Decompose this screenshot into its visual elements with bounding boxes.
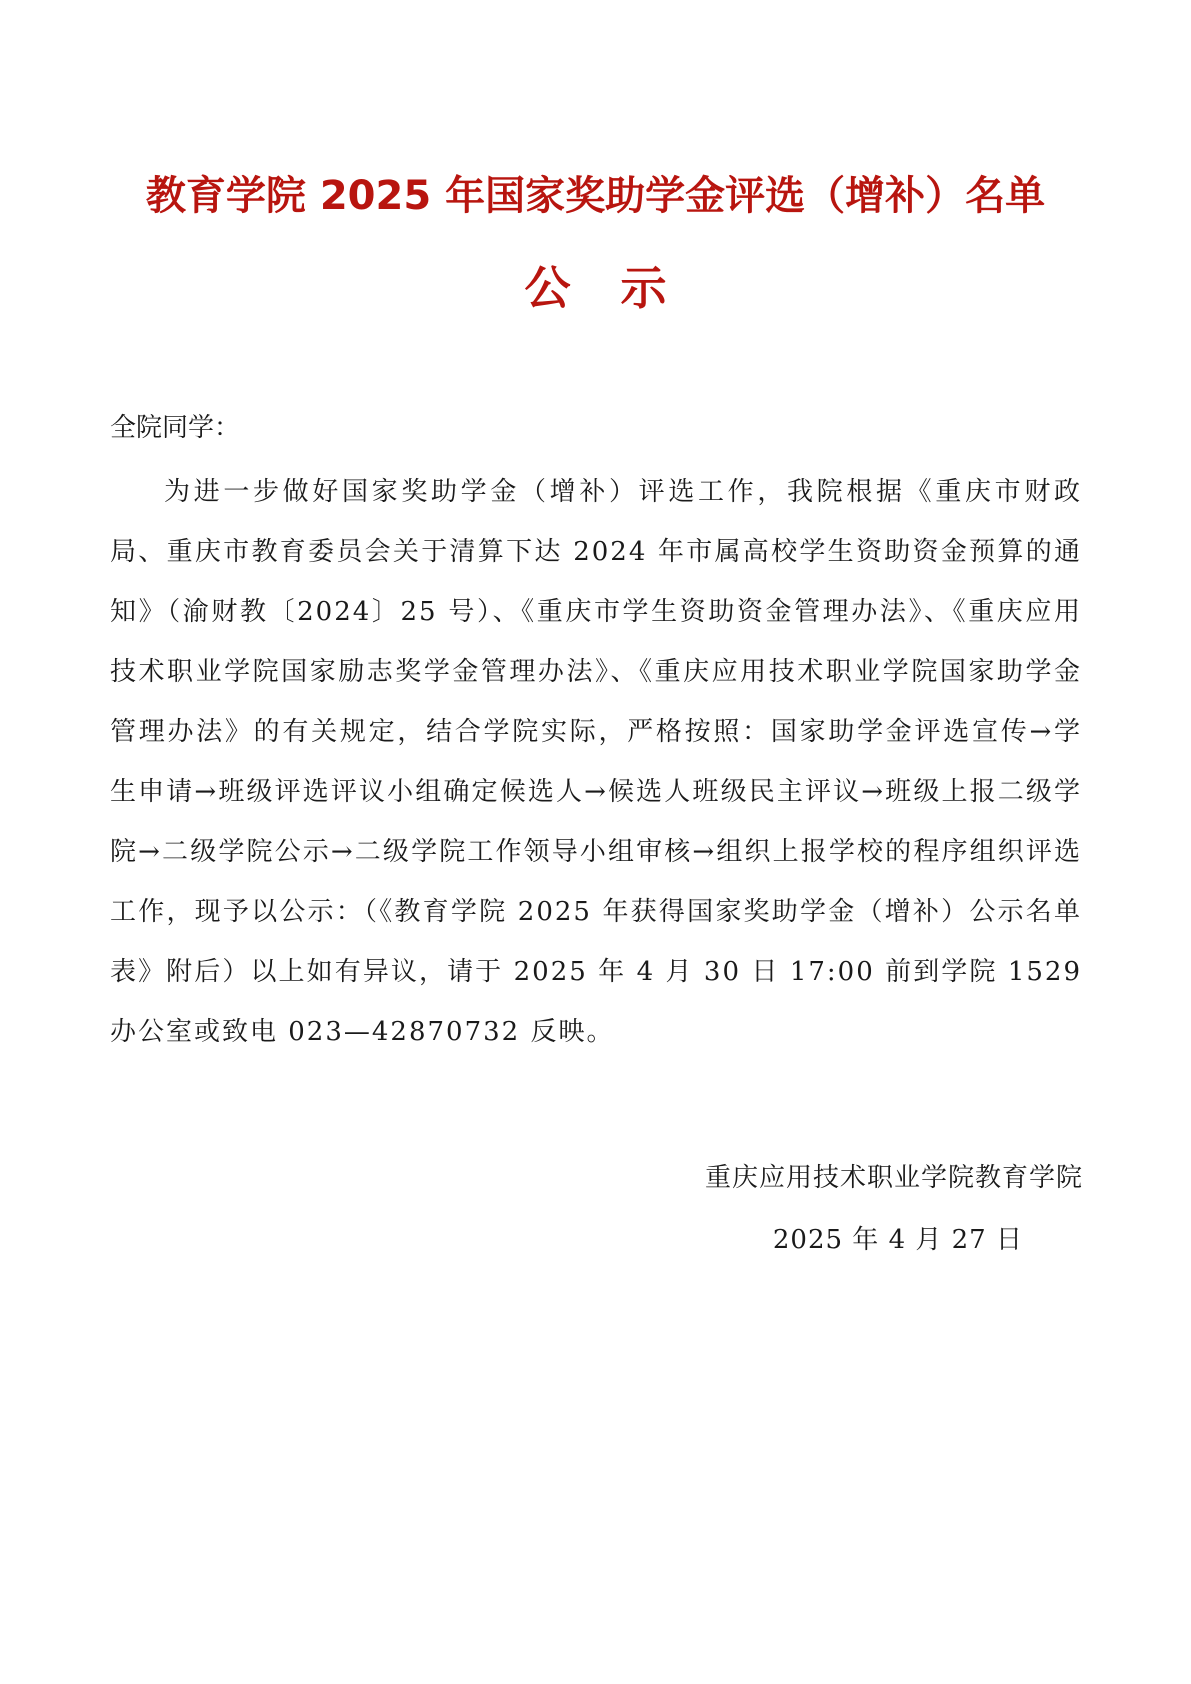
salutation: 全院同学： — [110, 413, 241, 443]
issue-date: 2025 年 4 月 27 日 — [772, 1225, 1023, 1255]
issuer-signature: 重庆应用技术职业学院教育学院 — [704, 1163, 1083, 1193]
document-title: 教育学院 2025 年国家奖助学金评选（增补）名单 — [145, 173, 1046, 219]
document-subtitle: 公示 — [524, 261, 717, 315]
notice-paragraph: 为进一步做好国家奖助学金（增补）评选工作，我院根据《重庆市财政局、重庆市教育委员会关于清算下达 2024 年市属高校学生资助资金预算的通知》（渝财教〔2024〕25 号）、《重庆市学生资助资金管理办法》、《重庆应用技术职业学院国家励志奖学金管理办法》、《重庆应用技术职业学院国家助学金管理办法》的有关规定，结合学院实际，严格按照：国家助学金评选宣传→学生申请→班级评选评议小组确定候选人→候选人班级民主评议→班级上报二级学院→二级学院公示→二级学院工作领导小组审核→组织上报学校的程序组织评选工作，现予以公示：（《教育学院 2025 年获得国家奖助学金（增补）公示名单表》附后）以上如有异议，请于 2025 年 4 月 30 日 17:00 前到学院 1529 办公室或致电 023—42870732 反映。 — [110, 477, 1082, 1047]
